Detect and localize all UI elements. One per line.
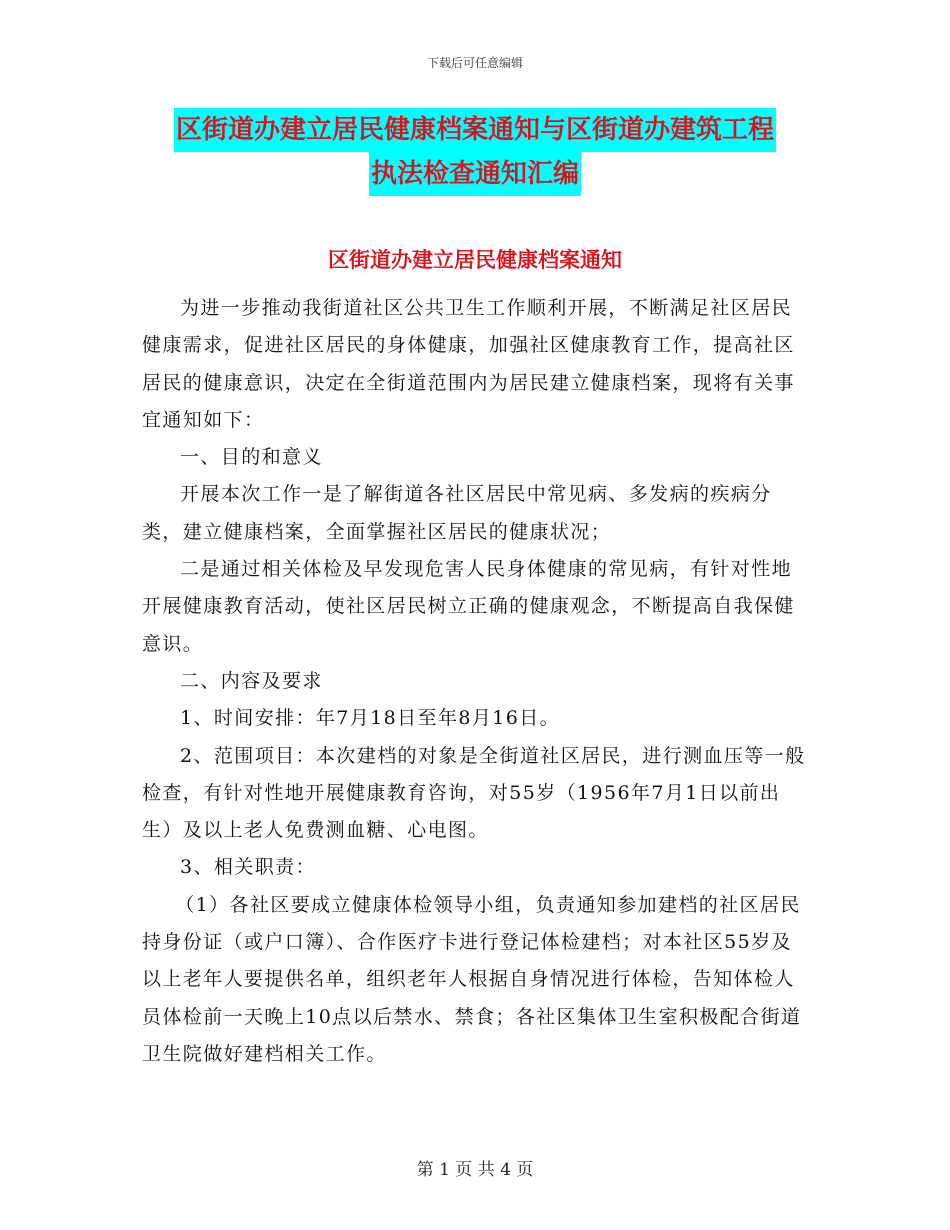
document-body [142, 290, 808, 1073]
page-number: 第 1 页 共 4 页 [416, 1160, 534, 1180]
document-title-line-2: 执法检查通知汇编 [369, 152, 581, 196]
heading-content: 二、内容及要求 [180, 669, 323, 692]
paragraph-schedule: 1、时间安排：年7月18日至年8月16日。 [180, 707, 561, 730]
paragraph-duties-heading: 3、相关职责： [180, 856, 316, 879]
document-title [0, 108, 950, 196]
paragraph-scope: 2、范围项目：本次建档的对象是全街道社区居民，进行测血压等一般检查，有针对性地开展健康教育咨询，对55岁（1956年7月1日以前出生）及以上老人免费测血糖、心电图。 [142, 744, 806, 842]
heading-purpose: 一、目的和意义 [180, 446, 323, 469]
document-title-line-1: 区街道办建立居民健康档案通知与区街道办建筑工程 [174, 108, 776, 152]
paragraph-purpose-2: 二是通过相关体检及早发现危害人民身体健康的常见病，有针对性地开展健康教育活动，使社区居民树立正确的健康观念，不断提高自我保健意识。 [142, 558, 795, 655]
paragraph-purpose-1: 开展本次工作一是了解街道各社区居民中常见病、多发病的疾病分类，建立健康档案，全面掌握社区居民的健康状况； [142, 483, 772, 543]
paragraph-duty-1: （1）各社区要成立健康体检领导小组，负责通知参加建档的社区居民持身份证（或户口簿）、合作医疗卡进行登记体检建档；对本社区55岁及以上老年人要提供名单，组织老年人根据自身情况进行体检，告知体检人员体检前一天晚上10点以后禁水、禁食；各社区集体卫生室积极配合街道卫生院做好建档相关工作。 [142, 893, 802, 1065]
paragraph-intro: 为进一步推动我街道社区公共卫生工作顺利开展，不断满足社区居民健康需求，促进社区居民的身体健康，加强社区健康教育工作，提高社区居民的健康意识，决定在全街道范围内为居民建立健康档案，现将有关事宜通知如下： [142, 297, 795, 431]
page-header-note: 下载后可任意编辑 [426, 56, 523, 70]
section-title: 区街道办建立居民健康档案通知 [328, 248, 622, 272]
